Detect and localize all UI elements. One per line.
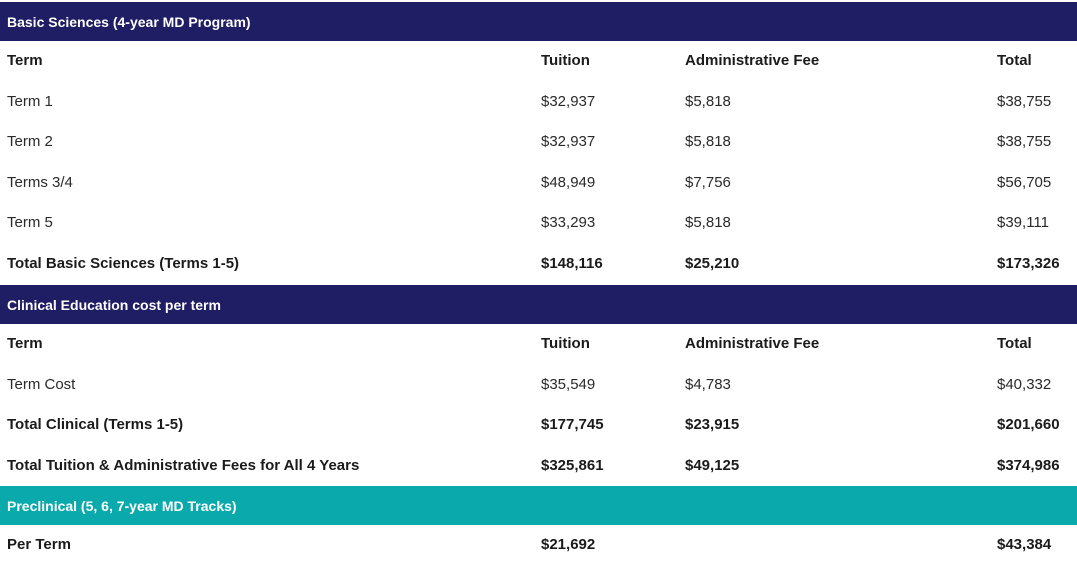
cell-tuition: $32,937 bbox=[541, 133, 596, 150]
table-row bbox=[0, 122, 1077, 162]
cell-fee: $7,756 bbox=[685, 174, 731, 191]
cell-total: $38,755 bbox=[997, 93, 1052, 110]
cell-total: $43,384 bbox=[997, 536, 1052, 553]
col-fee-header: Administrative Fee bbox=[685, 335, 820, 352]
total-row bbox=[0, 405, 1077, 445]
cell-tuition: $148,116 bbox=[541, 255, 603, 272]
cell-tuition: $32,937 bbox=[541, 93, 596, 110]
col-tuition-header: Tuition bbox=[541, 52, 590, 69]
table-row bbox=[0, 163, 1077, 203]
cell-fee: $25,210 bbox=[685, 255, 740, 272]
grand-total-row bbox=[0, 446, 1077, 486]
cell-total: $40,332 bbox=[997, 376, 1052, 393]
col-total-header: Total bbox=[997, 52, 1032, 69]
cell-term: Term 2 bbox=[7, 133, 53, 150]
section-title: Clinical Education cost per term bbox=[7, 296, 221, 313]
table-row bbox=[0, 82, 1077, 122]
cell-fee: $5,818 bbox=[685, 214, 731, 231]
cell-term: Per Term bbox=[7, 536, 71, 553]
cell-term: Total Tuition & Administrative Fees for All 4 Years bbox=[7, 457, 360, 474]
cell-total: $173,326 bbox=[997, 255, 1060, 272]
section-title: Preclinical (5, 6, 7-year MD Tracks) bbox=[7, 497, 237, 514]
cell-fee: $5,818 bbox=[685, 93, 731, 110]
cell-term: Term 5 bbox=[7, 214, 53, 231]
cell-tuition: $177,745 bbox=[541, 416, 604, 433]
section-header-preclinical bbox=[0, 486, 1077, 525]
cell-term: Term Cost bbox=[7, 376, 76, 393]
column-header-row bbox=[0, 324, 1077, 364]
cell-tuition: $21,692 bbox=[541, 536, 596, 553]
section-header-basic-sciences bbox=[0, 2, 1077, 41]
cell-tuition: $33,293 bbox=[541, 214, 596, 231]
cell-tuition: $325,861 bbox=[541, 457, 604, 474]
cell-term: Total Basic Sciences (Terms 1-5) bbox=[7, 255, 240, 272]
col-fee-header: Administrative Fee bbox=[685, 52, 820, 69]
total-row bbox=[0, 244, 1077, 284]
cell-term: Terms 3/4 bbox=[7, 174, 73, 191]
cell-term: Term 1 bbox=[7, 93, 53, 110]
cell-total: $56,705 bbox=[997, 174, 1052, 191]
table-row bbox=[0, 203, 1077, 243]
cell-total: $39,111 bbox=[997, 214, 1049, 231]
col-total-header: Total bbox=[997, 335, 1032, 352]
cell-term: Total Clinical (Terms 1-5) bbox=[7, 416, 184, 433]
section-header-clinical bbox=[0, 285, 1077, 324]
cell-total: $201,660 bbox=[997, 416, 1060, 433]
section-title: Basic Sciences (4-year MD Program) bbox=[7, 13, 251, 30]
col-term-header: Term bbox=[7, 335, 43, 352]
cell-fee: $5,818 bbox=[685, 133, 731, 150]
column-header-row bbox=[0, 41, 1077, 81]
table-row bbox=[0, 365, 1077, 405]
cell-total: $374,986 bbox=[997, 457, 1060, 474]
cell-fee: $4,783 bbox=[685, 376, 731, 393]
per-term-row bbox=[0, 525, 1077, 565]
col-tuition-header: Tuition bbox=[541, 335, 590, 352]
col-term-header: Term bbox=[7, 52, 43, 69]
cell-fee: $23,915 bbox=[685, 416, 740, 433]
cell-total: $38,755 bbox=[997, 133, 1052, 150]
cell-tuition: $35,549 bbox=[541, 376, 596, 393]
cell-fee: $49,125 bbox=[685, 457, 740, 474]
cell-tuition: $48,949 bbox=[541, 174, 596, 191]
